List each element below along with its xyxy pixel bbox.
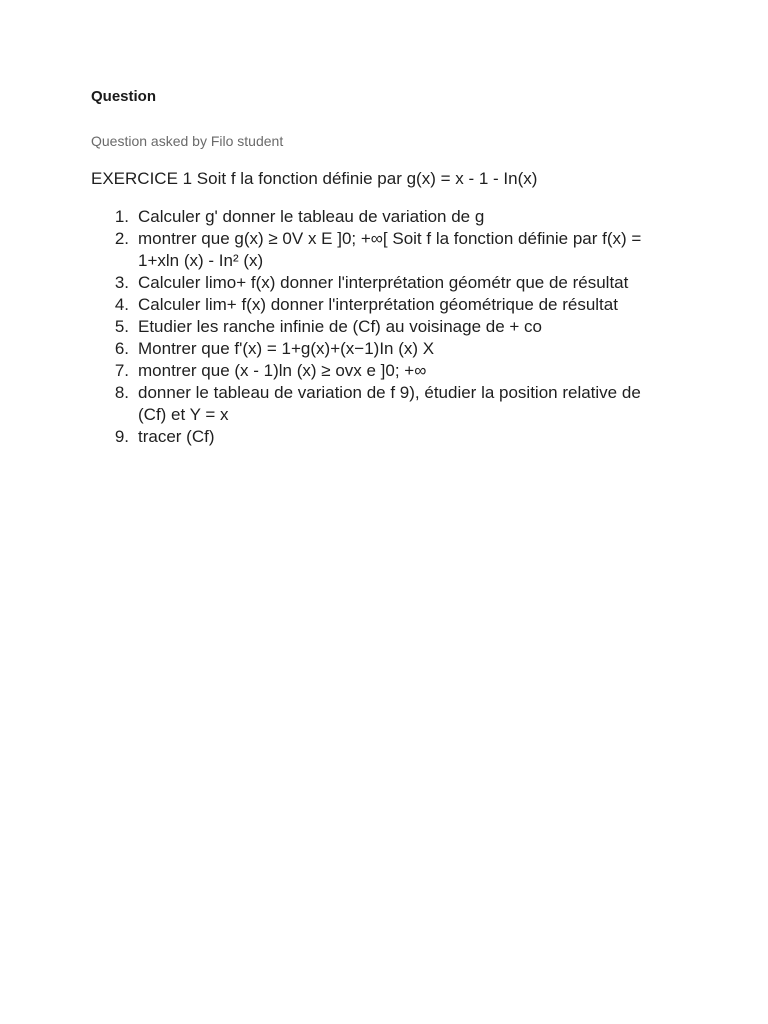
list-item xyxy=(91,206,671,228)
list-item-text: donner le tableau de variation de f 9), étudier la position relative de (Cf) et Y = x xyxy=(138,383,641,424)
list-item-text: Etudier les ranche infinie de (Cf) au voisinage de + co xyxy=(138,317,542,336)
asked-by-label: Question asked by Filo student xyxy=(91,133,284,149)
list-item-text: montrer que g(x) ≥ 0V x E ]0; +∞[ Soit f la fonction définie par f(x) = 1+xln (x) - In² (x) xyxy=(138,229,642,270)
list-item-number: 7. xyxy=(114,361,129,380)
list-item-number: 2. xyxy=(114,229,129,248)
list-item-text: Calculer lim+ f(x) donner l'interprétation géométrique de résultat xyxy=(138,295,618,314)
list-item xyxy=(91,228,671,272)
list-item xyxy=(91,338,671,360)
list-item-text: Calculer g' donner le tableau de variation de g xyxy=(138,207,485,226)
list-item-number: 6. xyxy=(114,339,129,358)
exercise-list xyxy=(91,206,671,448)
list-item-number: 5. xyxy=(114,317,129,336)
list-item-number: 8. xyxy=(114,383,129,402)
question-container xyxy=(91,88,671,448)
list-item-number: 4. xyxy=(114,295,129,314)
list-item xyxy=(91,382,671,426)
question-heading: Question xyxy=(91,88,157,105)
list-item-text: montrer que (x - 1)ln (x) ≥ ovx e ]0; +∞ xyxy=(138,361,427,380)
list-item-text: tracer (Cf) xyxy=(138,427,215,446)
list-item xyxy=(91,360,671,382)
exercise-intro: EXERCICE 1 Soit f la fonction définie par g(x) = x - 1 - In(x) xyxy=(91,169,538,188)
list-item-number: 9. xyxy=(114,427,129,446)
list-item-text: Calculer limo+ f(x) donner l'interprétation géométr que de résultat xyxy=(138,273,629,292)
list-item xyxy=(91,426,671,448)
list-item xyxy=(91,272,671,294)
list-item-text: Montrer que f'(x) = 1+g(x)+(x−1)In (x) X xyxy=(138,339,435,358)
list-item-number: 3. xyxy=(114,273,129,292)
list-item-number: 1. xyxy=(114,207,129,226)
list-item xyxy=(91,294,671,316)
list-item xyxy=(91,316,671,338)
